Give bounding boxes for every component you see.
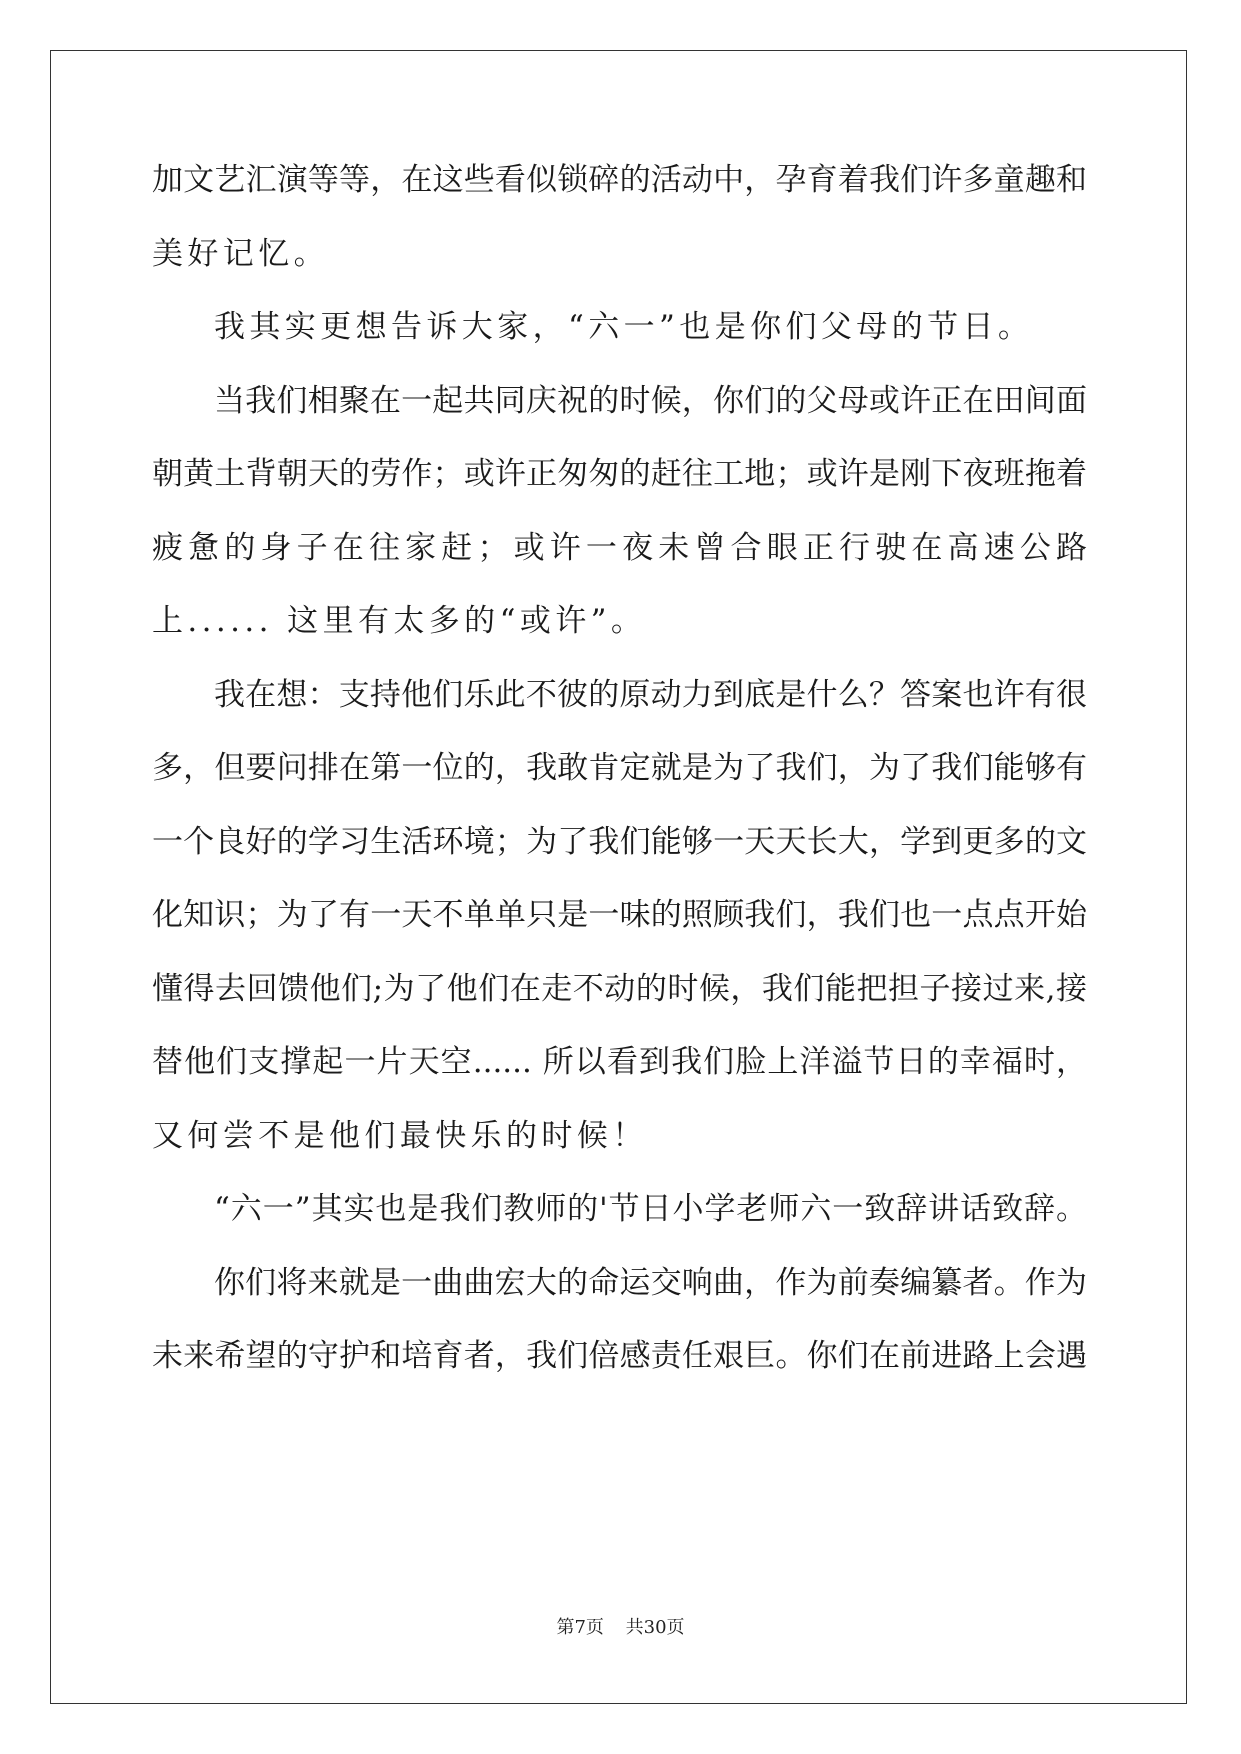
text-line-1: 加文艺汇演等等，在这些看似锁碎的活动中，孕育着我们许多童趣和 bbox=[152, 162, 1087, 198]
text-line-14: 又何尝不是他们最快乐的时候！ bbox=[152, 1118, 648, 1154]
total-page-count: 共30页 bbox=[625, 1617, 685, 1638]
text-line-16: 你们将来就是一曲曲宏大的命运交响曲，作为前奏编纂者。作为 bbox=[214, 1265, 1087, 1301]
text-line-9: 多，但要问排在第一位的，我敢肯定就是为了我们，为了我们能够有 bbox=[152, 750, 1087, 786]
text-line-2: 美好记忆。 bbox=[152, 236, 329, 272]
text-line-17: 未来希望的守护和培育者，我们倍感责任艰巨。你们在前进路上会遇 bbox=[152, 1338, 1087, 1374]
text-line-11: 化知识；为了有一天不单单只是一味的照顾我们，我们也一点点开始 bbox=[152, 897, 1087, 933]
text-line-5: 朝黄土背朝天的劳作；或许正匆匆的赶往工地；或许是刚下夜班拖着 bbox=[152, 456, 1087, 492]
text-line-4: 当我们相聚在一起共同庆祝的时候，你们的父母或许正在田间面 bbox=[214, 383, 1087, 419]
current-page-number: 第7页 bbox=[556, 1617, 604, 1638]
text-line-13: 替他们支撑起一片天空...... 所以看到我们脸上洋溢节日的幸福时， bbox=[152, 1044, 1087, 1080]
text-line-8: 我在想：支持他们乐此不彼的原动力到底是什么？答案也许有很 bbox=[214, 677, 1087, 713]
text-line-6: 疲惫的身子在往家赶；或许一夜未曾合眼正行驶在高速公路 bbox=[152, 530, 1087, 566]
text-line-12: 懂得去回馈他们;为了他们在走不动的时候，我们能把担子接过来,接 bbox=[152, 971, 1087, 1007]
page-footer bbox=[0, 1616, 1241, 1640]
text-line-7: 上...... 这里有太多的“或许”。 bbox=[152, 603, 647, 639]
text-line-10: 一个良好的学习生活环境；为了我们能够一天天长大，学到更多的文 bbox=[152, 824, 1087, 860]
text-line-3: 我其实更想告诉大家，“六一”也是你们父母的节日。 bbox=[214, 309, 1034, 345]
page-border bbox=[50, 50, 1187, 1704]
text-line-15: “六一”其实也是我们教师的'节日小学老师六一致辞讲话致辞。 bbox=[214, 1191, 1087, 1227]
